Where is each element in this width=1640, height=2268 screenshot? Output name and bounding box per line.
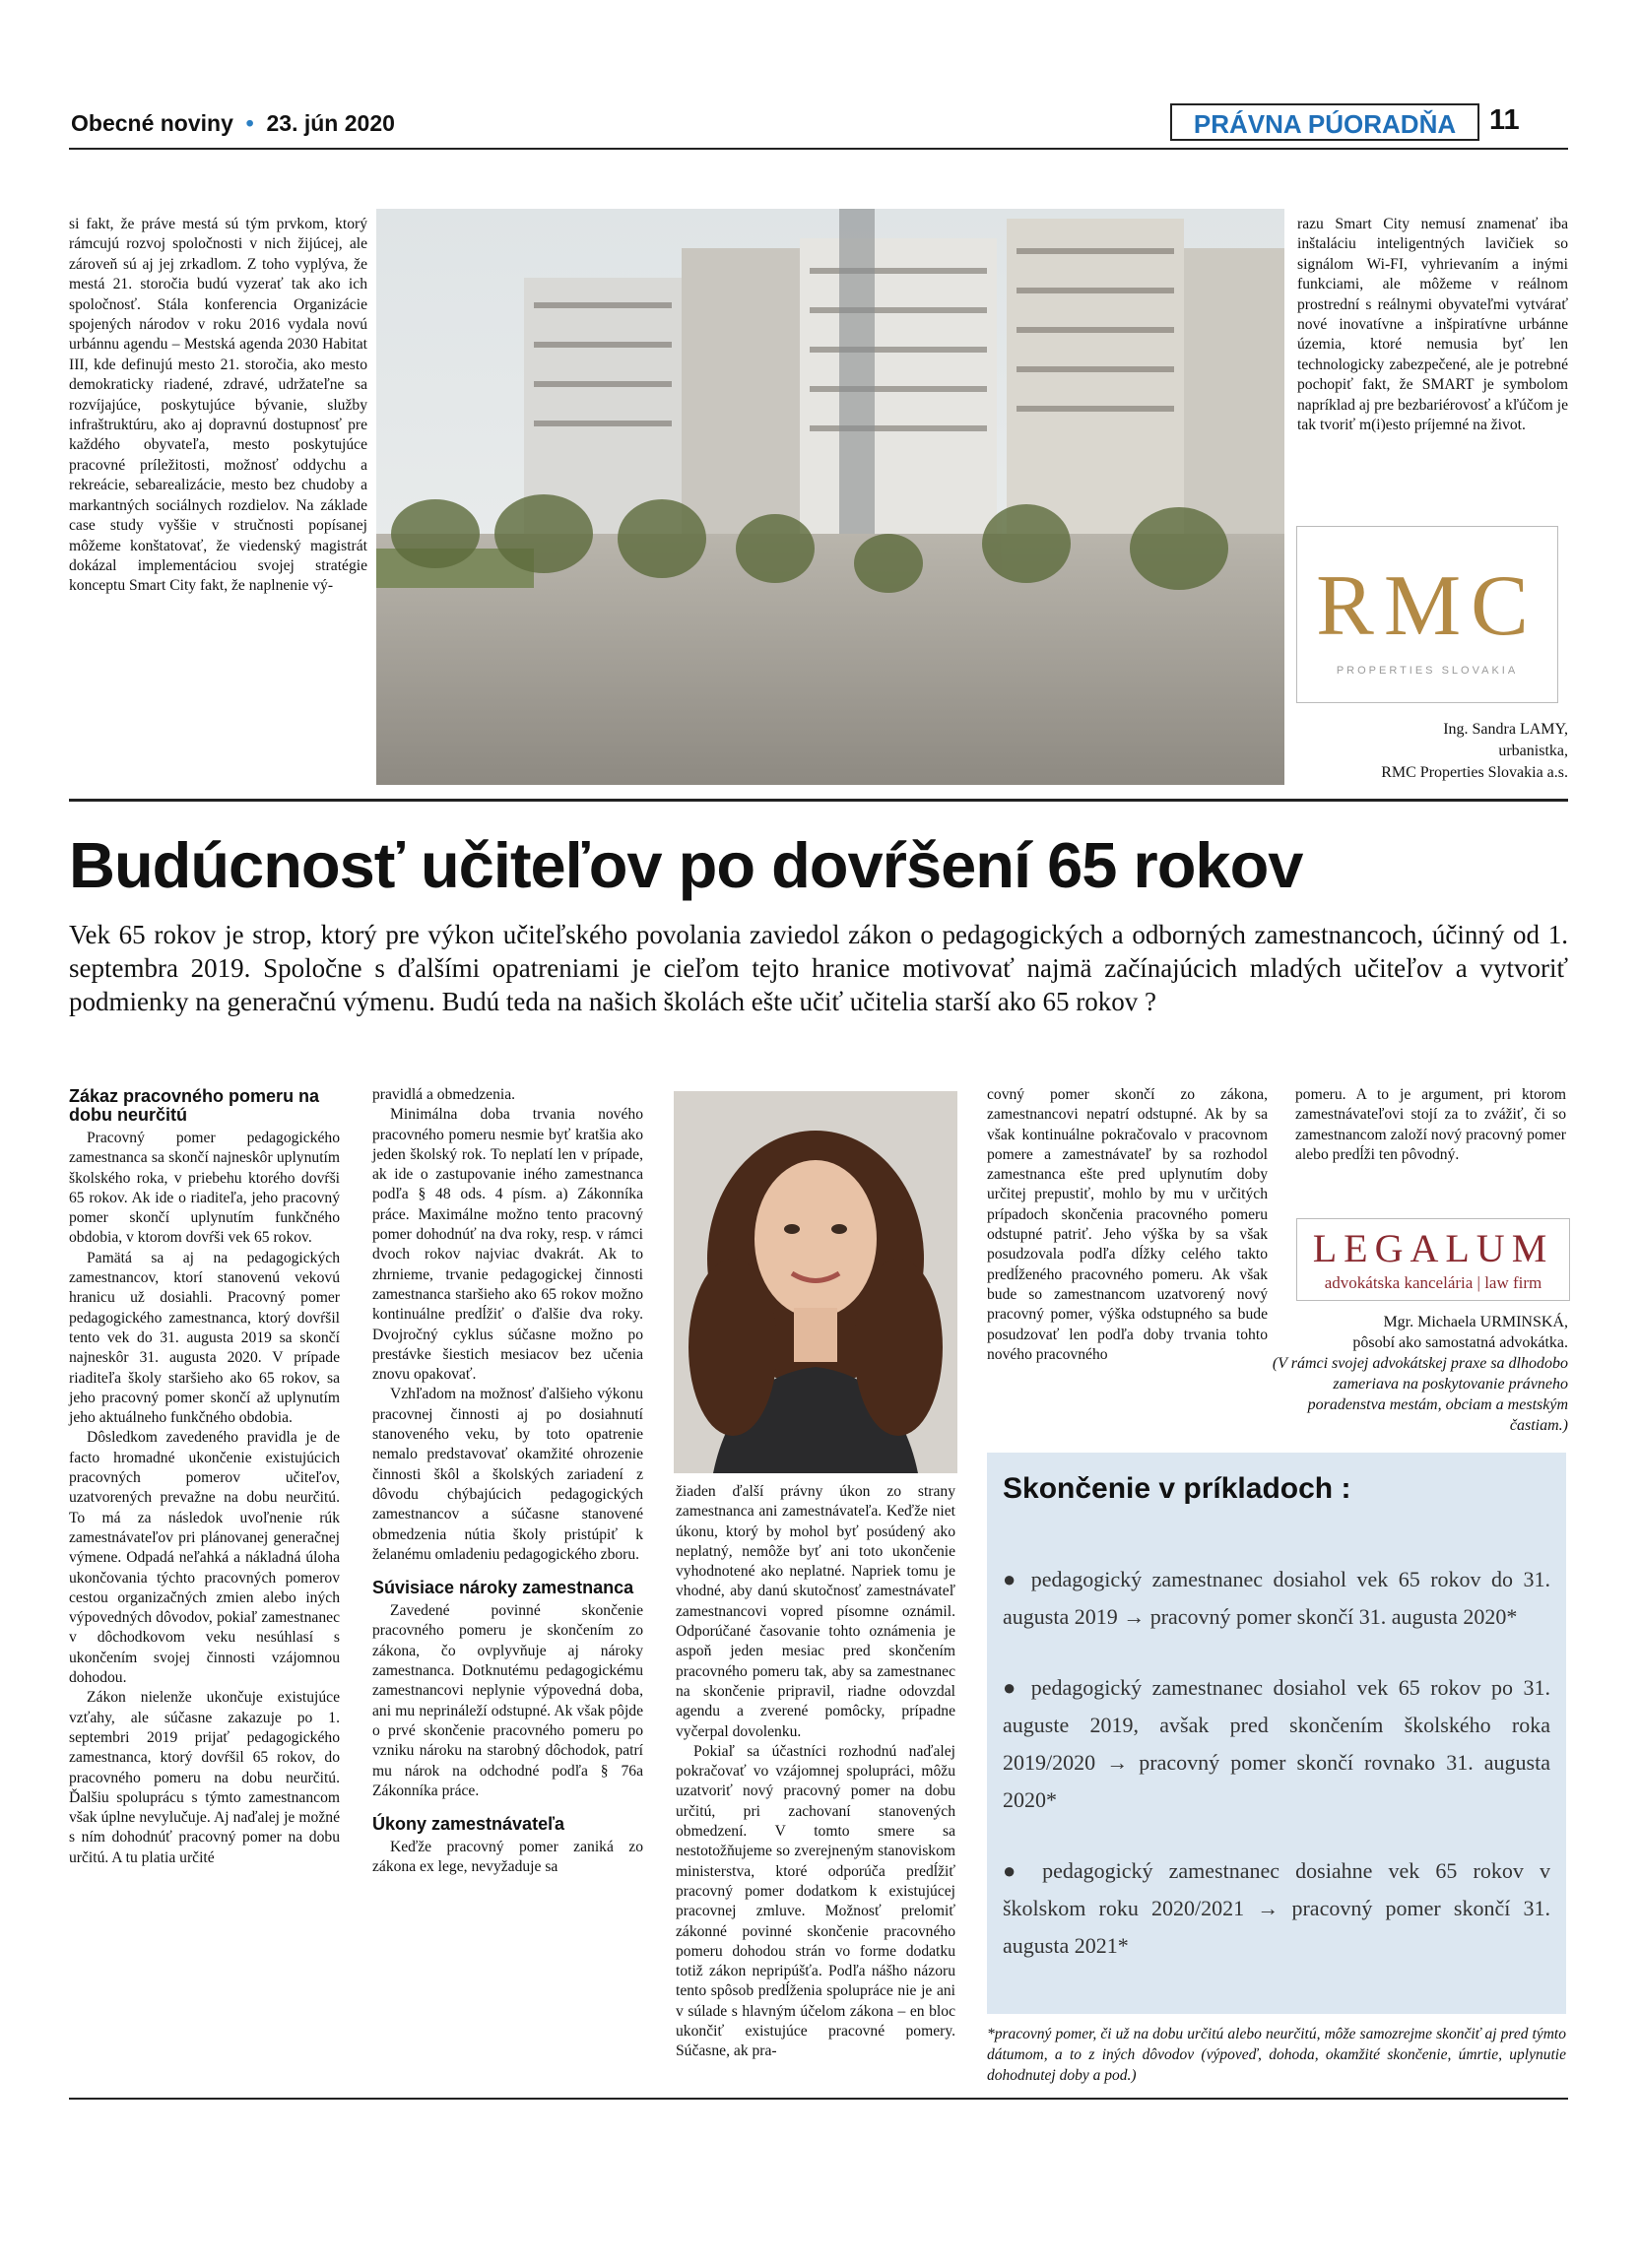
- column-5: [1295, 1085, 1566, 1165]
- column-1-paragraph: Pamätá sa aj na pedagogických zamestnancov, ktorí stanovenú vekovú hranicu už dosiahli. Pracovný pomer pedagogického zamestnanca, ktorý dovŕšil tento vek do 31. augusta 2019 sa skončí najneskôr 31. augusta 2020. V prípade riaditeľa školy staršieho ako 65 rokov, sa jeho pracovný pomer skončí až uplynutím jeho aktuálneho funkčného obdobia.: [69, 1249, 340, 1427]
- section-label: PRÁVNA PÚORADŇA: [1170, 103, 1479, 141]
- city-photo-illustration: [376, 209, 1284, 785]
- column-1-heading: Zákaz pracovného pomeru na dobu neurčitú: [69, 1086, 320, 1125]
- column-4: [987, 1085, 1268, 1365]
- footer-rule: [69, 2098, 1568, 2100]
- example-item: ● pedagogický zamestnanec dosiahol vek 65 rokov do 31. augusta 2019 → pracovný pomer skončí 31. augusta 2020*: [1003, 1567, 1551, 1629]
- column-2-paragraph: Zavedené povinné skončenie pracovného pomeru je skončením zo zákona, čo ovplyvňuje aj nároky zamestnanca. Dotknutému pedagogickému zamestnancovi neplynie výpovedná doba, ani mu neprináleží odstupné. Ak však pôjde o prvé skončenie pracovného pomeru po vzniku nároku na starobný dôchodok, patrí mu nárok na odchodné podľa § 76a Zákonníka práce.: [372, 1602, 643, 1799]
- column-1: [69, 1081, 340, 1868]
- column-1-paragraph: Dôsledkom zavedeného pravidla je de facto hromadné ukončenie existujúcich pracovných pomerov učiteľov, uzatvorených prevažne na dobu neurčitú. To má za následok uvoľnenie rúk zamestnávateľov pri plánovanej generačnej výmene. Odpadá neľahká a nákladná úloha ukončovania týchto pracovných pomerov cestou organizačných zmien alebo iných výpovedných dôvodov, pokiaľ zamestnanec v dôchodkovom veku nesúhlasí s ukončením svojej činnosti vzájomnou dohodou.: [69, 1429, 340, 1687]
- bullet-icon: ●: [1003, 1858, 1043, 1883]
- rmc-logo: [1296, 526, 1558, 703]
- column-2-paragraph: Vzhľadom na možnosť ďalšieho výkonu pracovnej činnosti aj po dosiahnutí stanoveného veku, by toto opatrenie nemalo predstavovať okamžité ohrozenie činnosti škôl a školských zariadení z dôvodu chýbajúcich pedagogických zamestnancov a súčasne stanovené obmedzenia nútia školy pristúpiť k želanému omladeniu pedagogického zboru.: [372, 1386, 643, 1563]
- top-author-name: Ing. Sandra LAMY,: [1443, 721, 1568, 738]
- top-author-company: RMC Properties Slovakia a.s.: [1381, 764, 1568, 781]
- bullet-icon: ●: [1003, 1675, 1031, 1700]
- examples-box: [987, 1453, 1566, 2014]
- column-2-paragraph: pravidlá a obmedzenia.: [372, 1086, 516, 1103]
- example-item: ● pedagogický zamestnanec dosiahne vek 65 rokov v školskom roku 2020/2021 → pracovný pomer skončí 31. augusta 2021*: [1003, 1858, 1550, 1958]
- main-article-title: Budúcnosť učiteľov po dovŕšení 65 rokov: [69, 829, 1303, 901]
- article-divider: [69, 799, 1568, 802]
- city-photo: [376, 209, 1284, 785]
- author2-note: (V rámci svojej advokátskej praxe sa dlhodobo zameriava na poskytovanie právneho poradenstva mestám, obciam a mestským častiam.): [1272, 1355, 1568, 1434]
- column-2-paragraph: Keďže pracovný pomer zaniká zo zákona ex lege, nevyžaduje sa: [372, 1839, 643, 1876]
- top-article-right-column: razu Smart City nemusí znamenať iba inštaláciu inteligentných lavičiek so signálom Wi-FI, vyhrievaním a inými funkciami, ale môžeme v reálnom prostrední s reálnymi obyvateľmi vytvárať nové inovatívne a inšpiratívne urbánne územia, ktoré nemusia byť len technologicky zabezpečené, ale je potrebné pochopiť fakt, že SMART je symbolom napríklad aj pre bezbariérovosť a kľúčom je tak tvoriť m(i)esto príjemné na život.: [1297, 216, 1568, 434]
- legalum-logo-name: LEGALUM: [1312, 1226, 1554, 1270]
- top-author-block: [1280, 719, 1568, 784]
- top-article-left-column: si fakt, že práve mestá sú tým prvkom, ktorý rámcujú rozvoj spoločnosti v nich žijúcej, ale zároveň sú aj jej zrkadlom. Z toho vyplýva, že mestá 21. storočia budú vyzerať tak ako ich spoločnosť. Stála konferencia Organizácie spojených národov v roku 2016 vydala novú urbánnu agendu – Mestská agenda 2030 Habitat III, kde definujú mesto 21. storočia, ako mesto demokraticky riadené, zdravé, udržateľne sa rozvíjajúce, poskytujúce bývanie, služby infraštruktúru, ako aj dopravnú dostupnosť pre každého obyvateľa, mesto poskytujúce pracovné príležitosti, možnosť oddychu a rekreácie, sebarealizácie, mesto bez chudoby a markantných sociálnych rozdielov. Na základe case study vyššie v stručnosti popísanej môžeme konštatovať, že viedenský magistrát dokázal implementáciou svojej stratégie konceptu Smart City fakt, že naplnenie vý-: [69, 216, 367, 595]
- author-portrait-illustration: [674, 1091, 957, 1473]
- examples-box-title: Skončenie v príkladoch :: [1003, 1472, 1351, 1505]
- bullet-icon: ●: [1003, 1567, 1031, 1591]
- header-separator-dot: •: [239, 110, 261, 136]
- rmc-logo-subtitle: PROPERTIES SLOVAKIA: [1336, 665, 1519, 677]
- column-3: [676, 1482, 955, 2062]
- column-1-paragraph: Zákon nielenže ukončuje existujúce vzťahy, ale súčasne zakazuje po 1. septembri 2019 prijať pedagogického zamestnanca, ktorý dovŕšil 65 rokov, do pracovného pomeru na dobu neurčitú. Ďalšiu spoluprácu s týmto zamestnancom však úplne nevylučuje. Aj naďalej je možné s ním dohodnúť pracovný pomer na dobu určitú. A tu platia určité: [69, 1689, 340, 1866]
- column-3-paragraph: žiaden ďalší právny úkon zo strany zamestnanca ani zamestnávateľa. Keďže niet úkonu, ktorý by mohol byť posúdený ako neplatný, nemôže byť ani toto ukončenie vyhodnotené ako neplatné. Napriek tomu je vhodné, aby danú skutočnosť zamestnávateľ zamestnancovi vopred písomne oznámil. Odporúčané časovanie tohto oznámenia je aspoň jeden mesiac pred skončením pracovného pomeru tak, aby sa zamestnanec na skončenie pripravil, riadne odovzdal agendu a zverené pomôcky, prípadne vyčerpal dovolenku.: [676, 1483, 955, 1740]
- column-5-paragraph: pomeru. A to je argument, pri ktorom zamestnávateľovi stojí za to zvážiť, či so zamestnancom založí nový pracovný pomer alebo predĺži ten pôvodný.: [1295, 1086, 1566, 1163]
- issue-date: 23. jún 2020: [266, 110, 395, 136]
- column-2-paragraph: Minimálna doba trvania nového pracovného pomeru nesmie byť kratšia ako jeden školský rok. To neplatí len v prípade, ak ide o zastupovanie iného zamestnanca podľa § 48 ods. 4 písm. a) Zákonníka práce. Maximálne možno tento pracovný pomer dohodnúť na dva roky, resp. v rámci dvoch rokov najviac dvakrát. Ak to zhrnieme, trvanie pedagogickej činnosti zamestnanca staršieho ako 65 rokov možno kontinuálne predĺžiť o ďalšie dva roky. Dvojročný cyklus súčasne možno po prestávke šiestich mesiacov bez učenia znovu opakovať.: [372, 1106, 643, 1384]
- header-left: [71, 110, 395, 137]
- column-3-paragraph: Pokiaľ sa účastníci rozhodnú naďalej pokračovať vo vzájomnej spolupráci, môžu uzatvoriť nový pracovný pomer na dobu určitú, pri zachovaní stanovených obmedzení. V tomto smere sa nestotožňujeme so zverejneným stanoviskom ministerstva, ktoré odporúča predĺžiť pracovný pomer dodatkom k existujúcej pracovnej zmluve. Možnosť prelomiť zákonné povinné skončenie pracovného pomeru dohodou strán vo forme dodatku totiž zákon nepripúšťa. Podľa nášho názoru tento spôsob predĺženia spolupráce nie je ani v súlade s hlavným účelom zákona – en bloc ukončiť existujúce pracovné pomery. Súčasne, ak pra-: [676, 1742, 955, 2060]
- page-number: 11: [1489, 104, 1520, 136]
- column-2: [372, 1085, 643, 1878]
- publication-name: Obecné noviny: [71, 110, 233, 136]
- examples-box-list: [1003, 1561, 1550, 1998]
- author2-name: Mgr. Michaela URMINSKÁ,: [1383, 1314, 1568, 1330]
- author2-role: pôsobí ako samostatná advokátka.: [1352, 1334, 1568, 1351]
- legalum-logo: [1296, 1218, 1570, 1301]
- rmc-logo-text: RMC: [1316, 558, 1539, 654]
- column-2-heading: Úkony zamestnávateľa: [372, 1814, 565, 1835]
- top-author-role: urbanistka,: [1498, 743, 1568, 759]
- column-4-paragraph: covný pomer skončí zo zákona, zamestnancovi nepatrí odstupné. Ak by sa však kontinuálne pokračovalo v pracovnom pomere a zamestnávateľ by sa rozhodol zamestnanca ešte pred uplynutím doby určitej prepustiť, mohlo by mu v určitých prípadoch skončenia pracovného pomeru odstupné patriť. Jeho výška by sa však posudzovala podľa dĺžky celého takto predĺženého pracovného pomeru. Ak však bude so zamestnancom uzatvorený nový pracovný pomer, výška odstupného sa bude posudzovať len podľa doby trvania tohto nového pracovného: [987, 1086, 1268, 1363]
- examples-footnote: *pracovný pomer, či už na dobu určitú alebo neurčitú, môže samozrejme skončiť aj pred týmto dátumom, a to z iných dôvodov (výpoveď, dohoda, okamžité skončenie, úmrtie, uplynutie dohodnutej doby a pod.): [987, 2026, 1566, 2084]
- column-1-paragraph: Pracovný pomer pedagogického zamestnanca sa skončí najneskôr uplynutím školského roka, v priebehu ktorého dovŕši 65 rokov. Ak ide o riaditeľa, jeho pracovný pomer skončí uplynutím funkčného obdobia, v ktorom dovŕši vek 65 rokov.: [69, 1130, 340, 1247]
- legalum-logo-tagline: advokátska kancelária | law firm: [1324, 1273, 1542, 1292]
- column-2-heading: Súvisiace nároky zamestnanca: [372, 1578, 634, 1598]
- author-portrait: [674, 1091, 957, 1473]
- header-rule: [69, 148, 1568, 150]
- main-article-lead: Vek 65 rokov je strop, ktorý pre výkon učiteľského povolania zaviedol zákon o pedagogických a odborných zamestnancoch, účinný od 1. septembra 2019. Spoločne s ďalšími opatreniami je cieľom tejto hranice motivovať najmä začínajúcich mladých učiteľov a vytvoriť podmienky na generačnú výmenu. Budú teda na našich školách ešte učiť učitelia starší ako 65 rokov ?: [69, 920, 1568, 1016]
- author2-block: [1271, 1312, 1568, 1436]
- example-item: ● pedagogický zamestnanec dosiahol vek 65 rokov po 31. auguste 2019, avšak pred skončením školského roka 2019/2020 → pracovný pomer skončí rovnako 31. augusta 2020*: [1003, 1675, 1551, 1812]
